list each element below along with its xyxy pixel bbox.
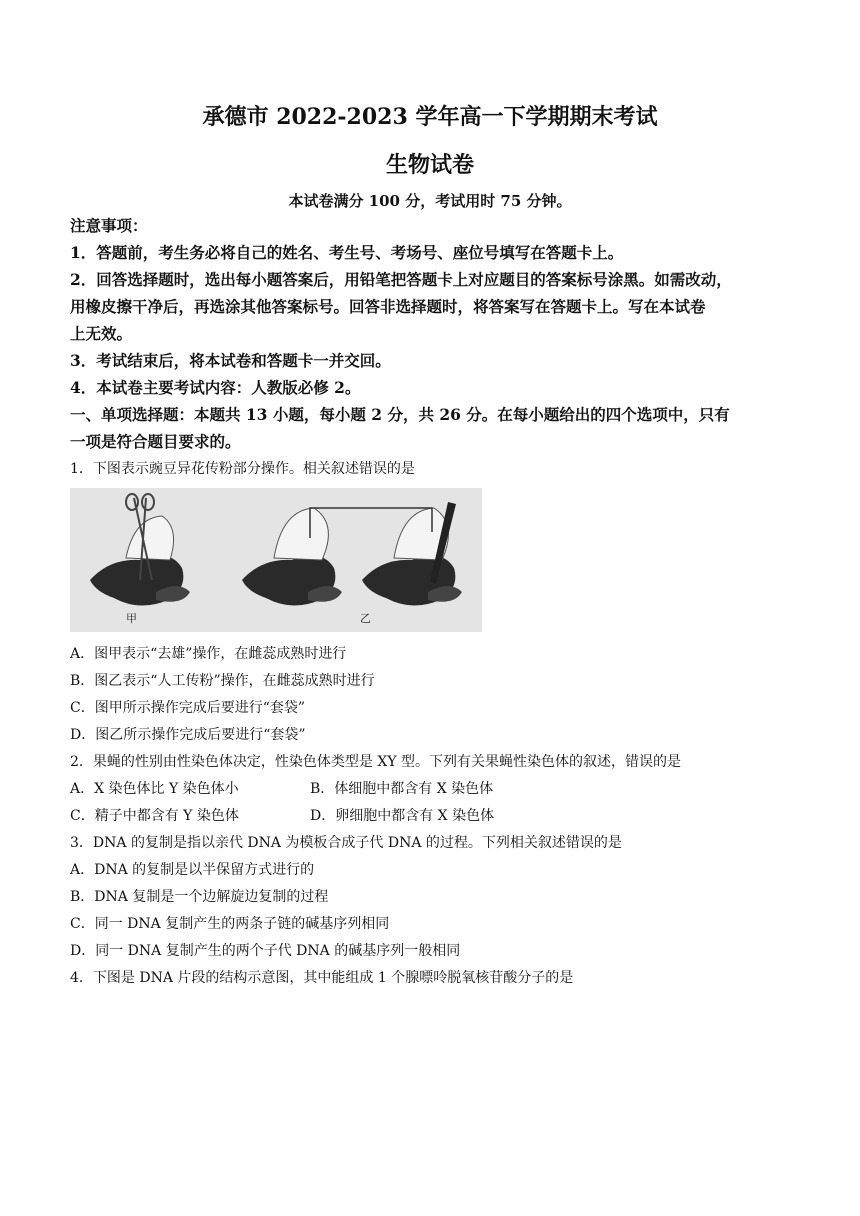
q3-option-c: C．同一 DNA 复制产生的两条子链的碱基序列相同 [70, 916, 390, 932]
q2-stem: 2．果蝇的性别由性染色体决定，性染色体类型是 XY 型。下列有关果蝇性染色体的叙述，错误的是 [70, 754, 682, 770]
figure-label-a: 甲 [126, 612, 137, 625]
exam-title: 承德市 2022-2023 学年高一下学期期末考试 [202, 104, 658, 130]
exam-subtitle: 生物试卷 [385, 152, 474, 178]
q3-option-a: A．DNA 的复制是以半保留方式进行的 [70, 862, 315, 878]
notes-heading: 注意事项： [70, 216, 148, 235]
q1-option-a: A．图甲表示“去雄”操作，在雌蕊成熟时进行 [70, 646, 347, 662]
q1-stem: 1．下图表示豌豆异花传粉部分操作。相关叙述错误的是 [70, 461, 415, 477]
note-2-line-1: 2．回答选择题时，选出每小题答案后，用铅笔把答题卡上对应题目的答案标号涂黑。如需改动， [70, 270, 732, 289]
q2-option-c: C．精子中都含有 Y 染色体 [70, 808, 239, 824]
section-1-line-2: 一项是符合题目要求的。 [70, 432, 241, 451]
q3-option-b: B．DNA 复制是一个边解旋边复制的过程 [70, 889, 329, 905]
figure-label-b: 乙 [360, 612, 371, 625]
section-1-line-1: 一、单项选择题：本题共 13 小题，每小题 2 分，共 26 分。在每小题给出的四个选项中，只有 [70, 405, 730, 424]
q2-option-b: B．体细胞中都含有 X 染色体 [310, 781, 494, 797]
exam-meta: 本试卷满分 100 分，考试用时 75 分钟。 [288, 192, 572, 210]
q1-option-c: C．图甲所示操作完成后要进行“套袋” [70, 700, 306, 716]
note-4: 4．本试卷主要考试内容：人教版必修 2。 [70, 378, 361, 397]
note-1: 1．答题前，考生务必将自己的姓名、考生号、考场号、座位号填写在答题卡上。 [70, 243, 624, 262]
q2-option-d: D．卵细胞中都含有 X 染色体 [310, 808, 495, 824]
note-2-line-2: 用橡皮擦干净后，再选涂其他答案标号。回答非选择题时，将答案写在答题卡上。写在本试卷 [70, 297, 706, 316]
pollination-illustration [70, 488, 482, 632]
q1-option-d: D．图乙所示操作完成后要进行“套袋” [70, 727, 306, 743]
note-2-line-3: 上无效。 [70, 324, 133, 343]
q2-options-row-2 [70, 806, 800, 826]
q1-option-b: B．图乙表示“人工传粉”操作，在雌蕊成熟时进行 [70, 673, 375, 689]
q4-stem: 4．下图是 DNA 片段的结构示意图，其中能组成 1 个腺嘌呤脱氧核苷酸分子的是 [70, 970, 574, 986]
q2-options-row-1 [70, 779, 800, 799]
q2-option-a: A．X 染色体比 Y 染色体小 [70, 781, 239, 797]
q3-option-d: D．同一 DNA 复制产生的两个子代 DNA 的碱基序列一般相同 [70, 943, 461, 959]
pea-pollination-figure [70, 488, 482, 632]
note-3: 3．考试结束后，将本试卷和答题卡一并交回。 [70, 351, 391, 370]
q3-stem: 3．DNA 的复制是指以亲代 DNA 为模板合成子代 DNA 的过程。下列相关叙述错误的是 [70, 835, 622, 851]
